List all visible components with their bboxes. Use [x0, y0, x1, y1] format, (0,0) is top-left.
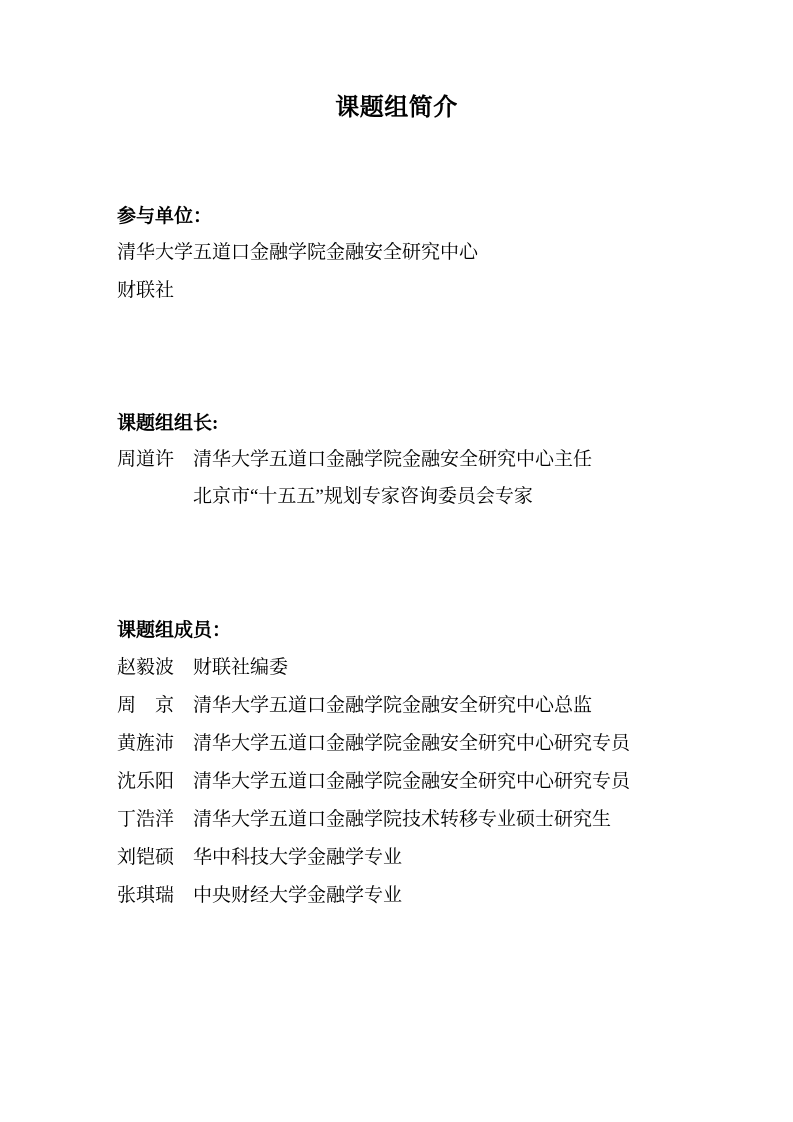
leader-section-heading: 课题组组长: — [117, 413, 219, 434]
leader-role: 北京市“十五五”规划专家咨询委员会专家 — [193, 486, 533, 507]
member-role: 中央财经大学金融学专业 — [193, 885, 403, 906]
leader-role-indent — [117, 485, 193, 509]
member-name: 黄旌沛 — [117, 733, 175, 754]
member-row — [117, 808, 611, 832]
leader-row — [117, 448, 592, 472]
page-title: 课题组简介 — [335, 95, 458, 121]
member-row — [117, 694, 592, 718]
unit-line: 财联社 — [117, 280, 175, 301]
member-role: 财联社编委 — [193, 657, 289, 678]
member-role: 华中科技大学金融学专业 — [193, 847, 403, 868]
member-row — [117, 732, 630, 756]
member-role: 清华大学五道口金融学院金融安全研究中心总监 — [193, 695, 593, 716]
leader-role: 清华大学五道口金融学院金融安全研究中心主任 — [193, 449, 593, 470]
leader-name: 周道许 — [117, 449, 175, 470]
member-name: 周 京 — [117, 695, 175, 716]
member-name: 沈乐阳 — [117, 771, 175, 792]
members-section-heading: 课题组成员： — [117, 620, 232, 641]
unit-line: 清华大学五道口金融学院金融安全研究中心 — [117, 242, 479, 263]
member-row — [117, 656, 288, 680]
member-row — [117, 884, 402, 908]
leader-row — [117, 485, 533, 509]
member-name: 张琪瑞 — [117, 885, 175, 906]
member-name: 刘铠硕 — [117, 847, 175, 868]
member-row — [117, 846, 402, 870]
member-role: 清华大学五道口金融学院金融安全研究中心研究专员 — [193, 733, 631, 754]
units-section-heading: 参与单位： — [117, 206, 213, 227]
member-row — [117, 770, 630, 794]
member-name: 丁浩洋 — [117, 809, 175, 830]
member-role: 清华大学五道口金融学院金融安全研究中心研究专员 — [193, 771, 631, 792]
member-name: 赵毅波 — [117, 657, 175, 678]
member-role: 清华大学五道口金融学院技术转移专业硕士研究生 — [193, 809, 612, 830]
